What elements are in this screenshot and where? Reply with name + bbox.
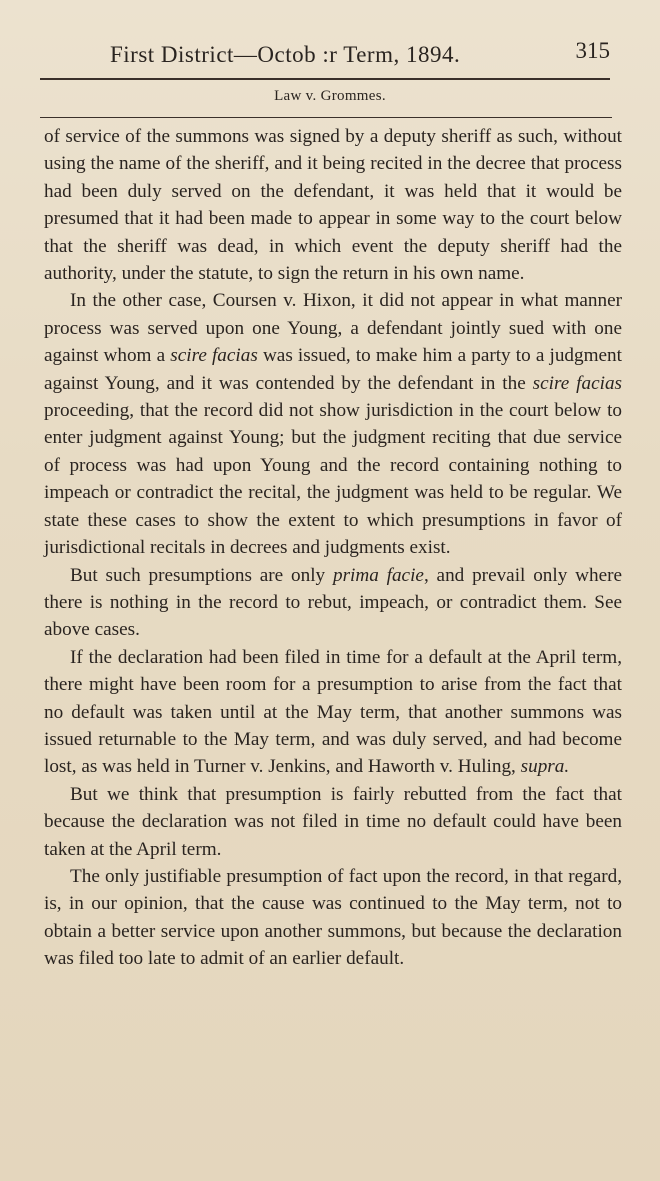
paragraph (44, 781, 622, 863)
paragraph-text: In the other case, Coursen v. Hixon, it did not appear in what manner process was served upon one Young, a defendant jointly sued with one against whom a (44, 290, 622, 367)
running-head (110, 38, 610, 68)
italic-term: supra. (520, 756, 570, 778)
page-number: 315 (575, 38, 610, 63)
paragraph-text: proceeding, that the record did not show jurisdiction in the court below to enter judgment against Young; but the judgment reciting that due service of process was had upon Young and the record containing nothing to impeach or contradict the recital, the judgment was held to be regular. We state these cases to show the extent to which presumptions in favor of jurisdictional recitals in decrees and judgments exist. (44, 400, 622, 559)
italic-term: scire facias (532, 372, 623, 394)
paragraph-text: , and prevail only where there is nothing in the record to rebut, impeach, or contradict them. See above cases. (44, 564, 623, 641)
paragraph (44, 562, 622, 644)
header-rule-top (40, 78, 610, 80)
paragraph (44, 287, 622, 561)
opinion-text (44, 123, 622, 973)
paragraph (44, 644, 622, 781)
paragraph-text: of service of the summons was signed by a deputy sheriff as such, without using the name of the sheriff, and it being recited in the decree that process had been duly served on the defendant, it was held that it would be presumed that it had been made to appear in some way to the court below that the sheriff was dead, in which event the deputy sheriff had the authority, under the statute, to sign the return in his own name. (44, 126, 622, 285)
paragraph-text: If the declaration had been filed in time for a default at the April term, there might have been room for a presumption to arise from the fact that no default was taken until at the May term, that another summons was issued returnable to the May term, and was duly served, and had become lost, as was held in Turner v. Jenkins, and Haworth v. Huling, (44, 646, 622, 778)
header-rule-bottom (40, 117, 612, 118)
italic-term: prima facie (332, 564, 424, 586)
paragraph (44, 123, 622, 287)
paragraph-text: was issued, to make him a party to a judgment against Young, and it was contended by the defendant in the (44, 345, 622, 394)
case-title: Law v. Grommes. (274, 88, 386, 104)
paragraph-text: The only justifiable presumption of fact upon the record, in that regard, is, in our opinion, that the cause was continued to the May term, not to obtain a better service upon another summons, but because the declaration was filed too late to admit of an earlier default. (44, 865, 622, 970)
paragraph-text: But such presumptions are only (70, 564, 333, 586)
paragraph (44, 863, 622, 973)
paragraph-text: But we think that presumption is fairly rebutted from the fact that because the declaration was not filed in time no default could have been taken at the April term. (44, 783, 622, 860)
italic-term: scire facias (170, 345, 258, 367)
running-title: First District—Octob :r Term, 1894. (110, 42, 461, 67)
